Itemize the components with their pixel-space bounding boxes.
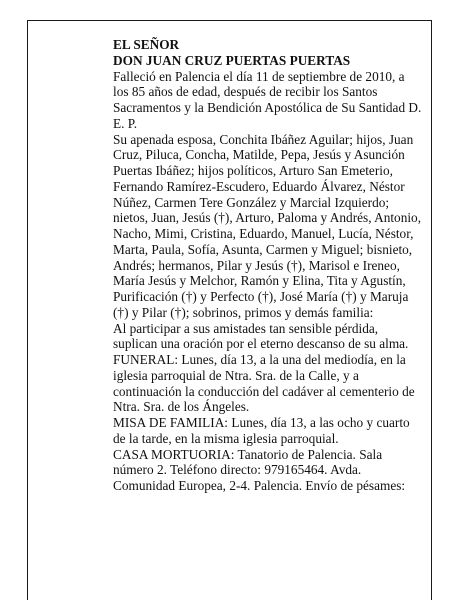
notice-heading-title: EL SEÑOR xyxy=(113,37,180,52)
prayer-request-paragraph: Al participar a sus amistades tan sensible pérdida, suplican una oración por el eterno descanso de su alma. xyxy=(113,320,409,352)
family-list-paragraph: Su apenada esposa, Conchita Ibáñez Aguilar; hijos, Juan Cruz, Piluca, Concha, Matilde, Pepa, Jesús y Asunción Puertas Ibáñez; hijos políticos, Arturo San Emeterio, Fernando Ramírez-Escudero, Eduardo Álvarez, Néstor Núñez, Carmen Tere González y Marcial Izquierdo; nietos, Juan, Jesús (†), Arturo, Paloma y Andrés, Antonio, Nacho, Mimi, Cristina, Eduardo, Manuel, Lucía, Néstor, Marta, Paula, Sofía, Asunta, Carmen y Miguel; bisnieto, Andrés; hermanos, Pilar y Jesús (†), Marisol e Ireneo, María Jesús y Melchor, Ramón y Elina, Tita y Agustín, Purificación (†) y Perfecto (†), José María (†) y Maruja (†) y Pilar (†); sobrinos, primos y demás familia: xyxy=(113,131,422,320)
family-mass-paragraph: MISA DE FAMILIA: Lunes, día 13, a las ocho y cuarto de la tarde, en la misma iglesia parroquial. xyxy=(113,415,410,446)
obituary-notice xyxy=(113,37,423,494)
funeral-details-paragraph: FUNERAL: Lunes, día 13, a la una del mediodía, en la iglesia parroquial de Ntra. Sra. de la Calle, y a continuación la conducción del cadáver al cementerio de Ntra. Sra. de los Ángeles. xyxy=(113,352,415,415)
mortuary-details-paragraph: CASA MORTUORIA: Tanatorio de Palencia. Sala número 2. Teléfono directo: 979165464. Avda. Comunidad Europea, 2-4. Palencia. Envío de pésames: xyxy=(113,446,406,493)
notice-heading-name: DON JUAN CRUZ PUERTAS PUERTAS xyxy=(113,52,351,68)
death-announcement-paragraph: Falleció en Palencia el día 11 de septiembre de 2010, a los 85 años de edad, después de recibir los Santos Sacramentos y la Bendición Apostólica de Su Santidad D. E. P. xyxy=(113,68,422,131)
